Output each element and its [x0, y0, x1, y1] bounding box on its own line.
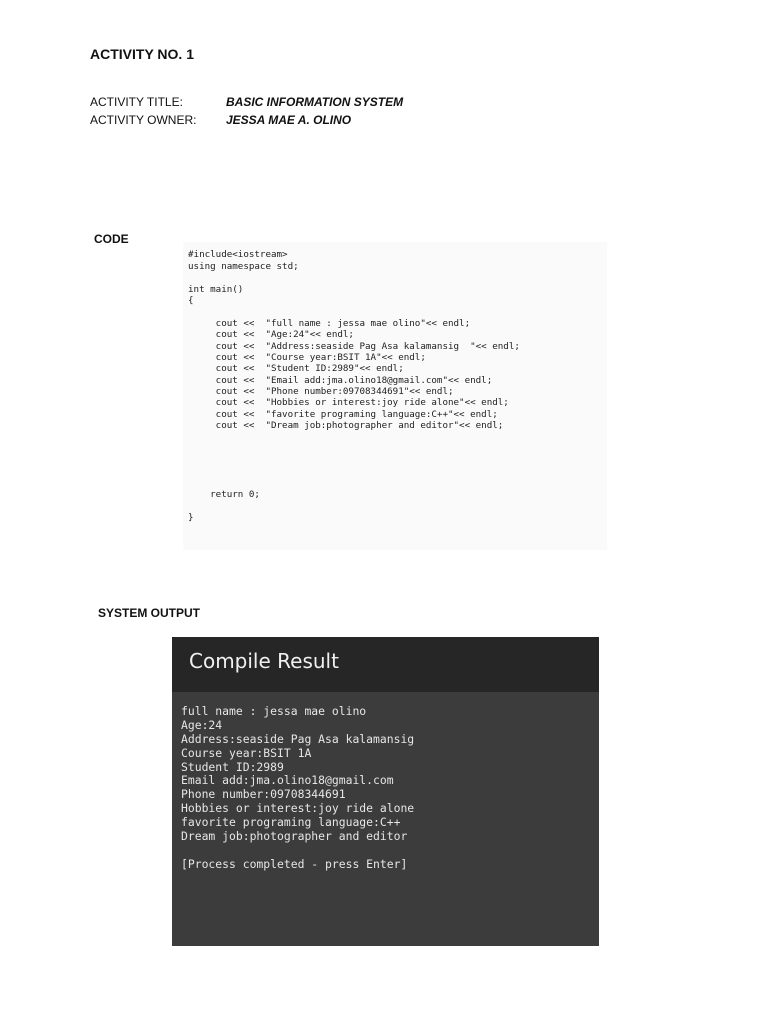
activity-owner-label: ACTIVITY OWNER:: [90, 113, 197, 127]
code-line: using namespace std;: [188, 261, 299, 272]
output-line: [Process completed - press Enter]: [181, 857, 408, 871]
code-line: cout << "Hobbies or interest:joy ride alone"<< endl;: [188, 397, 509, 408]
code-line: cout << "Address:seaside Pag Asa kalamansig "<< endl;: [188, 341, 520, 352]
code-line: {: [188, 295, 194, 306]
output-line: Phone number:09708344691: [181, 787, 346, 801]
compile-result-title: Compile Result: [189, 649, 339, 673]
output-line: Dream job:photographer and editor: [181, 829, 408, 843]
code-screenshot: [183, 242, 607, 550]
output-line: Course year:BSIT 1A: [181, 746, 312, 760]
code-line: cout << "Course year:BSIT 1A"<< endl;: [188, 352, 426, 363]
code-line: return 0;: [188, 489, 260, 500]
output-line: Student ID:2989: [181, 760, 284, 774]
activity-number: ACTIVITY NO. 1: [90, 46, 194, 62]
code-line: #include<iostream>: [188, 249, 288, 260]
output-line: Age:24: [181, 718, 223, 732]
code-line: int main(): [188, 284, 244, 295]
activity-owner-value: JESSA MAE A. OLINO: [226, 113, 352, 127]
output-line: full name : jessa mae olino: [181, 704, 367, 718]
output-line: favorite programing language:C++: [181, 815, 401, 829]
compile-result-window: [172, 637, 599, 946]
code-line: cout << "full name : jessa mae olino"<< endl;: [188, 318, 471, 329]
code-heading: CODE: [94, 232, 129, 246]
code-line: cout << "favorite programing language:C++"<< endl;: [188, 409, 498, 420]
code-line: cout << "Student ID:2989"<< endl;: [188, 363, 404, 374]
output-line: Email add:jma.olino18@gmail.com: [181, 773, 394, 787]
activity-title-label: ACTIVITY TITLE:: [90, 95, 183, 109]
code-line: cout << "Email add:jma.olino18@gmail.com"<< endl;: [188, 375, 493, 386]
code-line: cout << "Phone number:09708344691"<< endl;: [188, 386, 454, 397]
code-line: }: [188, 512, 194, 523]
output-line: Address:seaside Pag Asa kalamansig: [181, 732, 415, 746]
compile-result-header: [172, 637, 599, 692]
output-line: Hobbies or interest:joy ride alone: [181, 801, 415, 815]
system-output-heading: SYSTEM OUTPUT: [98, 606, 201, 620]
code-line: cout << "Dream job:photographer and editor"<< endl;: [188, 420, 504, 431]
code-line: cout << "Age:24"<< endl;: [188, 329, 354, 340]
activity-title-value: BASIC INFORMATION SYSTEM: [226, 95, 404, 109]
